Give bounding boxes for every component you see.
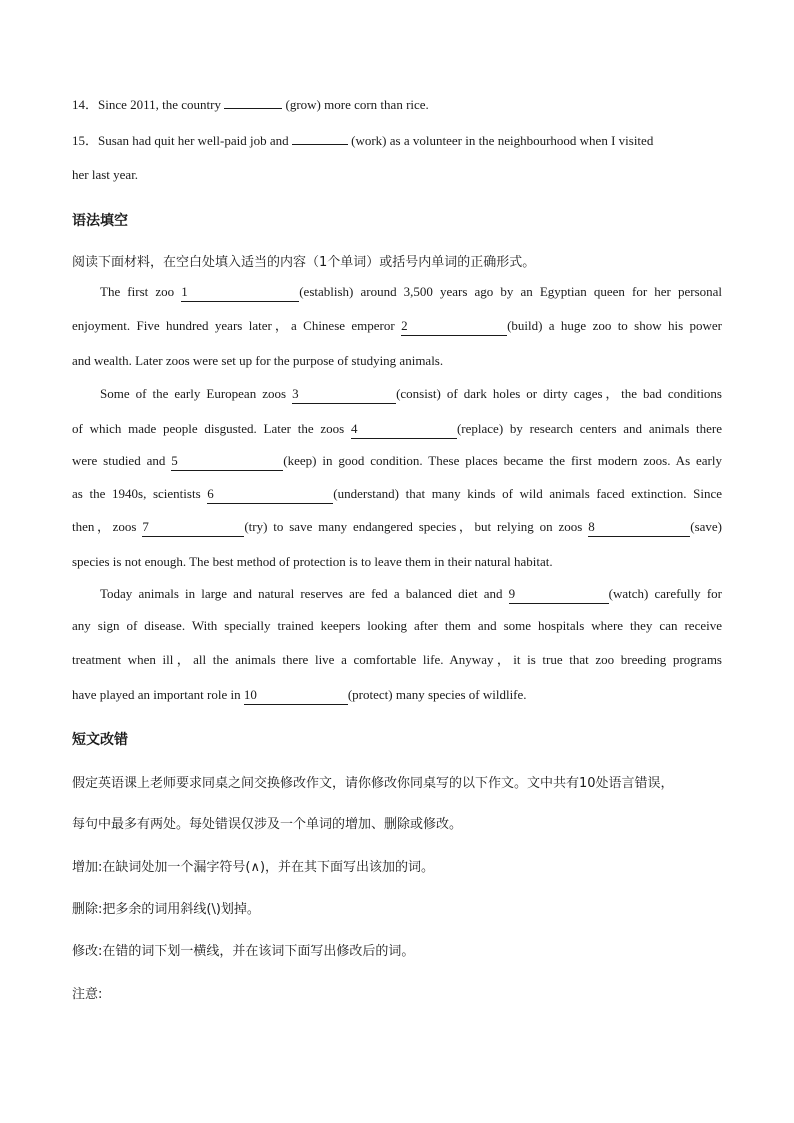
correction-instruction: 每句中最多有两处。每处错误仅涉及一个单词的增加、删除或修改。 (72, 817, 463, 832)
grammar-heading: 语法填空 (72, 213, 128, 229)
answer-blank-9[interactable]: 9 (509, 585, 609, 604)
answer-blank-4[interactable]: 4 (351, 420, 457, 439)
answer-blank-1[interactable]: 1 (181, 283, 299, 302)
correction-add-rule: 增加:在缺词处加一个漏字符号(∧)，并在其下面写出该加的词。 (72, 860, 435, 875)
passage-line: were studied and 5 (keep) in good condition. These places became the first modern zoos. As early (72, 452, 722, 470)
correction-instruction: 假定英语课上老师要求同桌之间交换修改作文，请你修改你同桌写的以下作文。文中共有10处语言错误， (72, 776, 674, 791)
passage-line: as the 1940s, scientists 6 (understand) that many kinds of wild animals faced extinction. Since (72, 485, 722, 503)
answer-blank-6[interactable]: 6 (207, 485, 333, 504)
question-15-continued: her last year. (72, 167, 139, 182)
passage-line: Some of the early European zoos 3 (consist) of dark holes or dirty cages，the bad conditions (72, 385, 722, 403)
grammar-instruction: 阅读下面材料，在空白处填入适当的内容（1个单词）或括号内单词的正确形式。 (72, 255, 536, 270)
answer-blank-3[interactable]: 3 (292, 385, 396, 404)
answer-blank-8[interactable]: 8 (588, 518, 690, 537)
answer-blank-14[interactable] (224, 95, 282, 109)
passage-line: then，zoos 7 (try) to save many endangered species，but relying on zoos 8 (save) (72, 518, 722, 536)
answer-blank-7[interactable]: 7 (142, 518, 244, 537)
passage-line: species is not enough. The best method of protection is to leave them in their natural habitat. (72, 554, 553, 569)
passage-line: treatment when ill，all the animals there live a comfortable life. Anyway，it is true that zoo breeding programs (72, 652, 722, 667)
answer-blank-5[interactable]: 5 (171, 452, 283, 471)
question-14: 14．Since 2011, the country (grow) more corn than rice. (72, 97, 429, 112)
passage-line: any sign of disease. With specially trained keepers looking after them and some hospitals where they can receive (72, 618, 722, 633)
answer-blank-10[interactable]: 10 (244, 686, 348, 705)
passage-line: and wealth. Later zoos were set up for the purpose of studying animals. (72, 353, 444, 368)
passage-line: The first zoo 1 (establish) around 3,500 years ago by an Egyptian queen for her personal (72, 283, 722, 301)
passage-line: of which made people disgusted. Later the zoos 4 (replace) by research centers and animals there (72, 420, 722, 438)
correction-note: 注意: (72, 987, 103, 1002)
answer-blank-15[interactable] (292, 131, 348, 145)
passage-line: Today animals in large and natural reserves are fed a balanced diet and 9 (watch) carefully for (72, 585, 722, 603)
passage-line: enjoyment. Five hundred years later，a Chinese emperor 2 (build) a huge zoo to show his power (72, 317, 722, 335)
correction-delete-rule: 删除:把多余的词用斜线(\)划掉。 (72, 902, 260, 917)
passage-line: have played an important role in 10 (protect) many species of wildlife. (72, 686, 722, 704)
question-15: 15．Susan had quit her well-paid job and (work) as a volunteer in the neighbourhood when I visited (72, 133, 654, 148)
correction-heading: 短文改错 (72, 732, 128, 748)
answer-blank-2[interactable]: 2 (401, 317, 507, 336)
correction-modify-rule: 修改:在错的词下划一横线，并在该词下面写出修改后的词。 (72, 944, 415, 959)
